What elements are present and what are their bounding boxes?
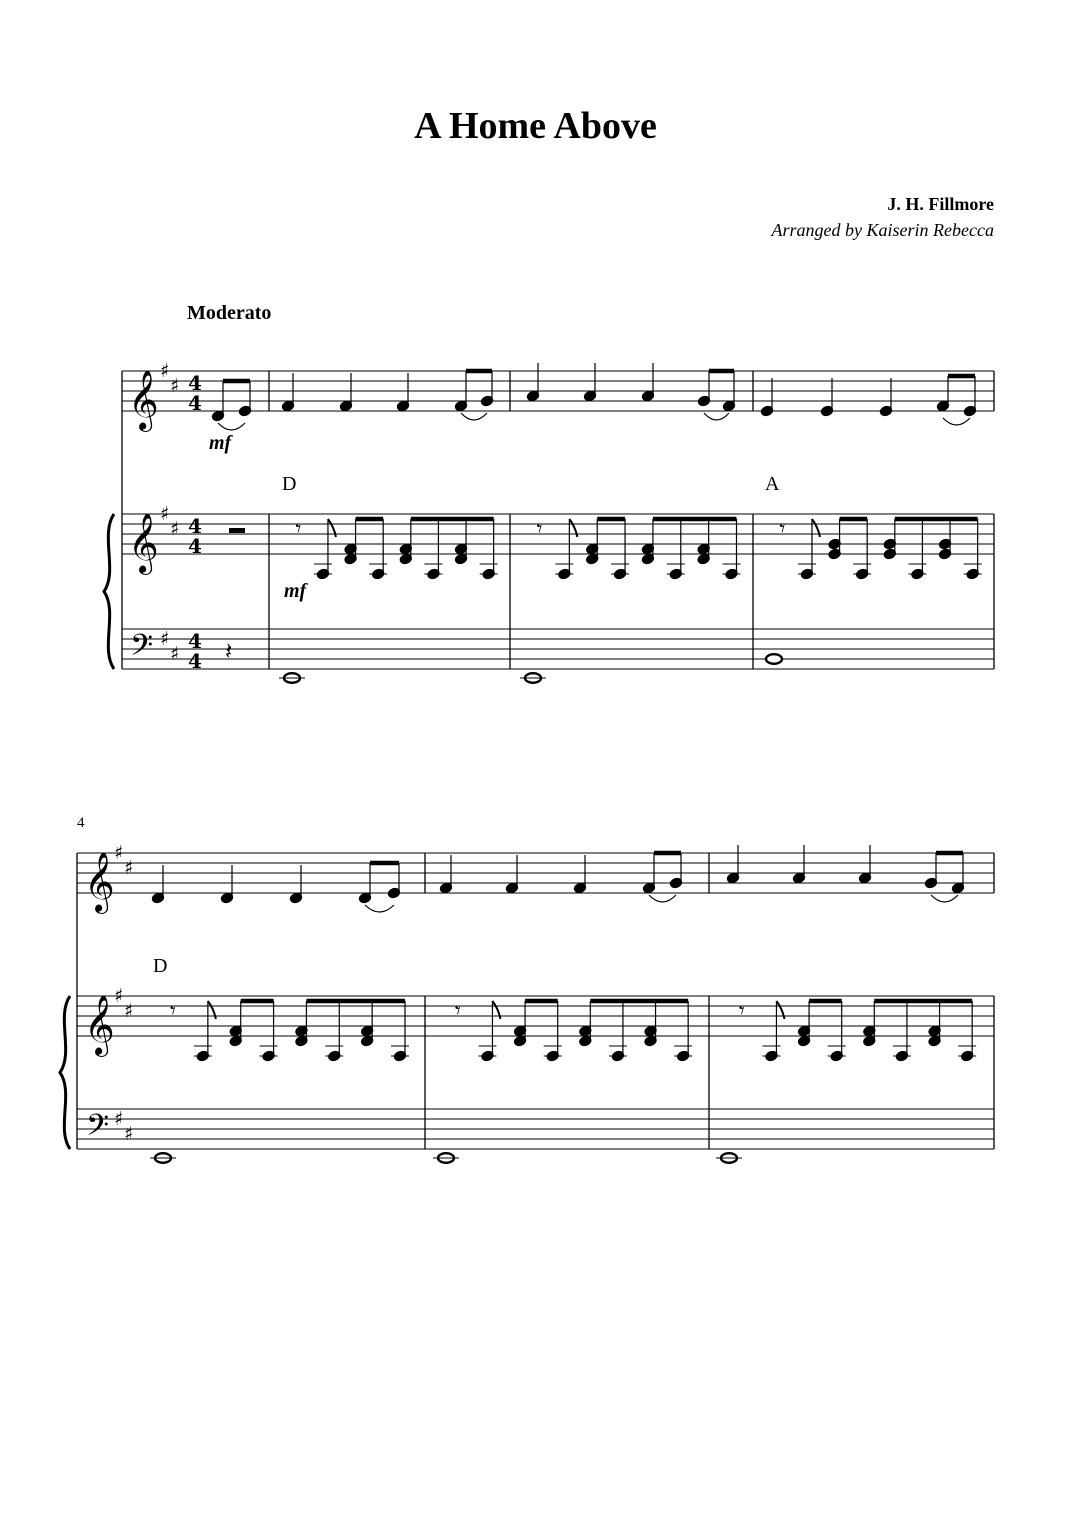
slur bbox=[704, 413, 729, 420]
sharp-c-icon: ♯ bbox=[170, 375, 180, 397]
slur bbox=[365, 905, 394, 912]
time-signature-top: 4 bbox=[188, 629, 202, 653]
sharp-c-icon: ♯ bbox=[124, 857, 134, 879]
score-title: A Home Above bbox=[414, 105, 657, 147]
composer-credit: J. H. Fillmore bbox=[887, 194, 994, 214]
sharp-f-icon: ♯ bbox=[160, 503, 170, 525]
melody-staff bbox=[122, 371, 994, 411]
piano-bass-staff bbox=[122, 629, 994, 669]
dynamic-mf-melody: mf bbox=[209, 432, 232, 454]
sharp-f-icon: ♯ bbox=[160, 628, 170, 650]
slur bbox=[218, 423, 245, 430]
melody-staff bbox=[77, 853, 994, 893]
eighth-rest-icon: 𝄾 bbox=[454, 999, 461, 1024]
grand-staff-brace bbox=[60, 996, 70, 1149]
slur bbox=[943, 418, 970, 425]
treble-clef-icon: 𝄞 bbox=[128, 370, 159, 430]
eighth-rest-icon: 𝄾 bbox=[170, 999, 176, 1024]
eighth-rest-icon: 𝄾 bbox=[295, 517, 302, 542]
chord-symbol-d-2: D bbox=[153, 955, 168, 977]
system-1 bbox=[104, 360, 994, 683]
whole-rest-icon bbox=[229, 528, 245, 533]
arranger-credit: Arranged by Kaiserin Rebecca bbox=[771, 220, 994, 240]
slur bbox=[649, 895, 676, 902]
sharp-f-icon: ♯ bbox=[114, 985, 124, 1007]
chord-symbol-d: D bbox=[282, 473, 297, 495]
grand-staff-brace bbox=[104, 514, 114, 669]
eighth-rest-icon: 𝄾 bbox=[779, 517, 786, 542]
time-signature-top: 4 bbox=[188, 371, 202, 395]
sharp-c-icon: ♯ bbox=[124, 1000, 134, 1022]
slur bbox=[931, 895, 958, 902]
sharp-f-icon: ♯ bbox=[160, 360, 170, 382]
sharp-c-icon: ♯ bbox=[124, 1123, 134, 1145]
slur bbox=[461, 413, 487, 420]
quarter-rest-icon: 𝄽 bbox=[225, 637, 233, 665]
measure-number: 4 bbox=[77, 815, 85, 831]
sharp-c-icon: ♯ bbox=[170, 518, 180, 540]
chord-symbol-a: A bbox=[765, 473, 780, 495]
eighth-rest-icon: 𝄾 bbox=[536, 517, 543, 542]
tempo-marking: Moderato bbox=[187, 302, 272, 324]
sharp-f-icon: ♯ bbox=[114, 842, 124, 864]
time-signature-bottom: 4 bbox=[188, 534, 202, 558]
whole-note bbox=[766, 654, 782, 664]
sharp-f-icon: ♯ bbox=[114, 1108, 124, 1130]
treble-clef-icon: 𝄞 bbox=[128, 513, 159, 573]
bass-clef-icon: 𝄢 bbox=[86, 1109, 110, 1150]
time-signature-bottom: 4 bbox=[188, 649, 202, 673]
piano-bass-staff bbox=[77, 1109, 994, 1149]
bass-clef-icon: 𝄢 bbox=[130, 629, 154, 670]
sharp-c-icon: ♯ bbox=[170, 643, 180, 665]
treble-clef-icon: 𝄞 bbox=[84, 852, 115, 912]
treble-clef-icon: 𝄞 bbox=[84, 995, 115, 1055]
system-2 bbox=[60, 842, 994, 1163]
eighth-rest-icon: 𝄾 bbox=[738, 999, 745, 1024]
time-signature-bottom: 4 bbox=[188, 391, 202, 415]
dynamic-mf-piano: mf bbox=[284, 580, 307, 602]
time-signature-top: 4 bbox=[188, 514, 202, 538]
